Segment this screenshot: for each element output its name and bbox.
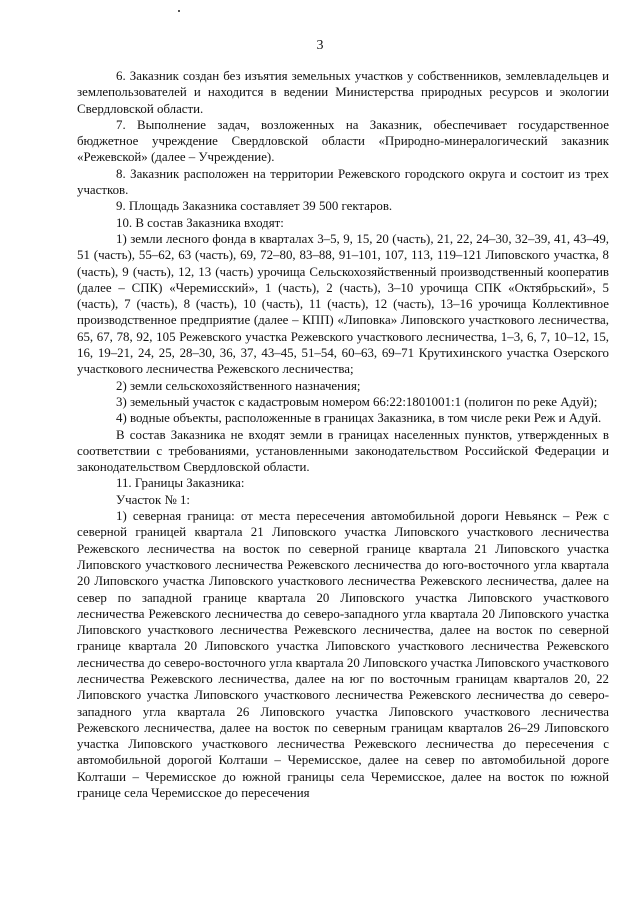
paragraph-item-9: 9. Площадь Заказника составляет 39 500 гектаров.: [116, 199, 393, 214]
paragraph-subitem-forest-lands: 1) земли лесного фонда в кварталах 3–5, 9, 15, 20 (часть), 21, 22, 24–30, 32–39, 41, 43–49, 51 (часть), 55–62, 63 (часть), 69, 72–80, 83–88, 91–101, 107, 113, 119–121 Липовского участка, 8 (часть), 9 (часть), 12, 13 (часть) урочища Сельскохозяйственный производственный кооператив (далее – СПК) «Черемисский», 1 (часть), 2 (часть), 3–10 урочища СПК «Октябрьский», 5 (часть), 7 (часть), 8 (часть), 10 (часть), 11 (часть), 12 (часть), 13–16 урочища Коллективное производственное предприятие (далее – КПП) «Липовка» Липовского участкового лесничества, 65, 67, 78, 92, 105 Режевского участка Режевского участкового лесничества, 1–3, 6, 7, 10–12, 15, 16, 19–21, 24, 25, 28–30, 36, 37, 43–45, 51–54, 60–63, 69–71 Крутихинского участка Озерского участкового лесничества Режевского лесничества;: [77, 231, 609, 377]
paragraph-item-8: 8. Заказник расположен на территории Режевского городского округа и состоит из трех участков.: [77, 166, 609, 198]
paragraph-item-10: 10. В состав Заказника входят:: [116, 215, 284, 230]
document-body: [77, 68, 609, 801]
paragraph-subitem-land-plot: 3) земельный участок с кадастровым номером 66:22:1801001:1 (полигон по реке Адуй);: [116, 394, 598, 409]
paragraph-section-heading: Участок № 1:: [116, 492, 190, 507]
paragraph-item-11: 11. Границы Заказника:: [116, 476, 245, 491]
paragraph-item-6: 6. Заказник создан без изъятия земельных участков у собственников, землевладельцев и землепользователей и находится в ведении Министерства природных ресурсов и экологии Свердловской области.: [77, 69, 609, 116]
paragraph-north-boundary: 1) северная граница: от места пересечения автомобильной дороги Невьянск – Реж с северной границей квартала 21 Липовского участка Липовского участкового лесничества Режевского лесничества на восток по северной границе квартала 21 Липовского участка Липовского участкового лесничества Режевского лесничества до юго-восточного угла квартала 20 Липовского участка Липовского участкового лесничества Режевского лесничества, далее на север по западной границе квартала 20 Липовского участка Липовского участкового лесничества Режевского лесничества до северо-западного угла квартала 20 Липовского участка Липовского участкового лесничества Режевского лесничества, далее на восток по северной границе квартала 20 Липовского участка Липовского участкового лесничества Режевского лесничества до северо-восточного угла квартала 20 Липовского участка Липовского участкового лесничества Режевского лесничества, далее на юг по восточным границам кварталов 20, 22 Липовского участка Липовского участкового лесничества Режевского лесничества до северо-западного угла квартала 26 Липовского участка Липовского участкового лесничества Режевского лесничества, далее на восток по северным границам кварталов 26–29 Липовского участка Липовского участкового лесничества Режевского лесничества до пересечения с автомобильной дорогой Колташи – Черемисское, далее на север по автомобильной дороге Колташи – Черемисское до южной границы села Черемисское, далее на восток по южной границе села Черемисское до пересечения: [77, 509, 609, 801]
paragraph-subitem-water-bodies: 4) водные объекты, расположенные в границах Заказника, в том числе реки Реж и Адуй.: [116, 411, 602, 426]
paragraph-exclusions: В состав Заказника не входят земли в границах населенных пунктов, утвержденных в соответствии с требованиями, установленными законодательством Российской Федерации и законодательством Свердловской области.: [77, 427, 609, 475]
scan-speck: [178, 10, 180, 12]
paragraph-item-7: 7. Выполнение задач, возложенных на Заказник, обеспечивает государственное бюджетное учреждение Свердловской области «Природно-минералогический заказник «Режевской» (далее – Учреждение).: [77, 117, 609, 165]
paragraph-subitem-agricultural-lands: 2) земли сельскохозяйственного назначения;: [116, 378, 361, 393]
page-number: 3: [316, 38, 324, 53]
